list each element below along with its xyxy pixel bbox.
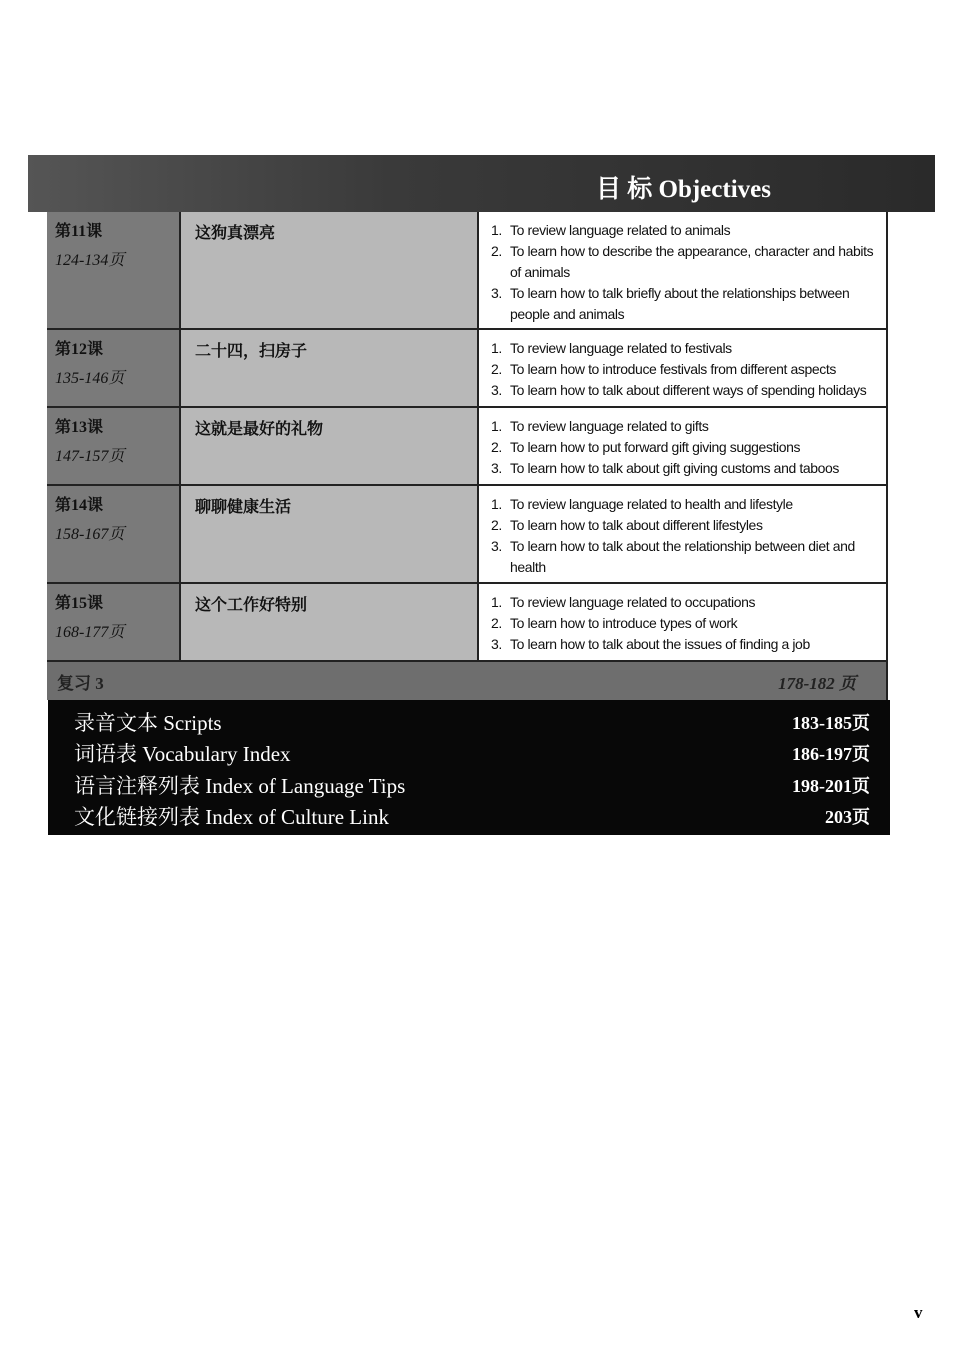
appendix-box bbox=[48, 700, 890, 835]
contents-table bbox=[47, 212, 888, 700]
header-title: 目 标 Objectives bbox=[596, 176, 771, 203]
objective-text: To review language related to health and lifestyle bbox=[510, 496, 793, 512]
objective-text: To learn how to talk about the issues of finding a job bbox=[510, 636, 810, 652]
appendix-item bbox=[74, 769, 870, 801]
lesson-pages: 168-177页 bbox=[55, 624, 125, 641]
lesson-row bbox=[47, 486, 888, 584]
page-number: v bbox=[914, 1303, 923, 1322]
objective-text: To learn how to introduce types of work bbox=[510, 615, 738, 631]
lesson-number: 第11课 bbox=[55, 223, 103, 240]
appendix-pages: 198-201页 bbox=[792, 775, 870, 796]
objective-item: 3. To learn how to talk about the issues of finding a job bbox=[491, 634, 876, 655]
appendix-label: 录音文本 Scripts bbox=[74, 710, 222, 735]
objective-item: 1. To review language related to festivals bbox=[491, 338, 876, 359]
lesson-pages: 135-146页 bbox=[55, 370, 125, 387]
lesson-cell bbox=[47, 330, 181, 406]
objective-item: 3. To learn how to talk about gift giving customs and taboos bbox=[491, 458, 876, 479]
lesson-pages: 124-134页 bbox=[55, 252, 125, 269]
objective-text: To learn how to introduce festivals from different aspects bbox=[510, 361, 836, 377]
lesson-cell bbox=[47, 486, 181, 582]
objectives-cell bbox=[479, 486, 888, 582]
lesson-title: 这就是最好的礼物 bbox=[181, 408, 479, 484]
objectives-header bbox=[28, 155, 935, 212]
objective-item: 3. To learn how to talk about the relationship between diet and health bbox=[491, 536, 876, 578]
objective-text: To learn how to describe the appearance, character and habits of animals bbox=[510, 243, 874, 280]
review-pages: 178-182 页 bbox=[778, 673, 856, 693]
objective-text: To review language related to festivals bbox=[510, 340, 732, 356]
objectives-cell bbox=[479, 584, 888, 660]
objectives-cell bbox=[479, 330, 888, 406]
lesson-number: 第15课 bbox=[55, 595, 104, 612]
objective-item: 3. To learn how to talk about different ways of spending holidays bbox=[491, 380, 876, 401]
lesson-number: 第14课 bbox=[55, 497, 104, 514]
lesson-row bbox=[47, 408, 888, 486]
objective-item: 2. To learn how to introduce types of work bbox=[491, 613, 876, 634]
lesson-row bbox=[47, 584, 888, 662]
appendix-pages: 203页 bbox=[825, 807, 870, 828]
lesson-title: 二十四，扫房子 bbox=[181, 330, 479, 406]
lesson-row bbox=[47, 212, 888, 330]
lesson-row bbox=[47, 330, 888, 408]
lesson-cell bbox=[47, 408, 181, 484]
appendix-pages: 186-197页 bbox=[792, 744, 870, 765]
objective-item: 1. To review language related to occupations bbox=[491, 592, 876, 613]
lesson-title: 这狗真漂亮 bbox=[181, 212, 479, 328]
review-row bbox=[47, 662, 888, 700]
appendix-item bbox=[74, 801, 870, 833]
objectives-cell bbox=[479, 408, 888, 484]
lesson-pages: 158-167页 bbox=[55, 526, 125, 543]
objective-item: 3. To learn how to talk briefly about the relationships between people and animals bbox=[491, 283, 876, 325]
objective-text: To learn how to talk about different ways of spending holidays bbox=[510, 382, 867, 398]
objective-item: 2. To learn how to introduce festivals from different aspects bbox=[491, 359, 876, 380]
objective-item: 1. To review language related to health and lifestyle bbox=[491, 494, 876, 515]
appendix-item bbox=[74, 706, 870, 738]
objective-text: To review language related to gifts bbox=[510, 418, 709, 434]
objective-item: 2. To learn how to talk about different lifestyles bbox=[491, 515, 876, 536]
appendix-item bbox=[74, 738, 870, 770]
review-label: 复习 3 bbox=[57, 673, 104, 693]
objective-text: To review language related to animals bbox=[510, 222, 731, 238]
lesson-number: 第12课 bbox=[55, 341, 104, 358]
objective-text: To learn how to talk about different lifestyles bbox=[510, 517, 763, 533]
objectives-cell bbox=[479, 212, 888, 328]
appendix-label: 文化链接列表 Index of Culture Link bbox=[74, 805, 389, 830]
appendix-label: 词语表 Vocabulary Index bbox=[74, 742, 291, 767]
lesson-cell bbox=[47, 212, 181, 328]
lesson-pages: 147-157页 bbox=[55, 448, 125, 465]
appendix-pages: 183-185页 bbox=[792, 712, 870, 733]
objective-item: 1. To review language related to animals bbox=[491, 220, 876, 241]
objective-item: 1. To review language related to gifts bbox=[491, 416, 876, 437]
objective-text: To learn how to talk about the relationship between diet and health bbox=[510, 538, 855, 575]
lesson-title: 聊聊健康生活 bbox=[181, 486, 479, 582]
objective-text: To learn how to talk briefly about the relationships between people and animals bbox=[510, 285, 850, 322]
objective-item: 2. To learn how to describe the appearance, character and habits of animals bbox=[491, 241, 876, 283]
objective-text: To learn how to talk about gift giving customs and taboos bbox=[510, 460, 839, 476]
appendix-label: 语言注释列表 Index of Language Tips bbox=[74, 773, 406, 798]
objective-text: To review language related to occupations bbox=[510, 594, 756, 610]
lesson-title: 这个工作好特别 bbox=[181, 584, 479, 660]
objective-text: To learn how to put forward gift giving suggestions bbox=[510, 439, 801, 455]
objective-item: 2. To learn how to put forward gift giving suggestions bbox=[491, 437, 876, 458]
lesson-number: 第13课 bbox=[55, 419, 104, 436]
lesson-cell bbox=[47, 584, 181, 660]
